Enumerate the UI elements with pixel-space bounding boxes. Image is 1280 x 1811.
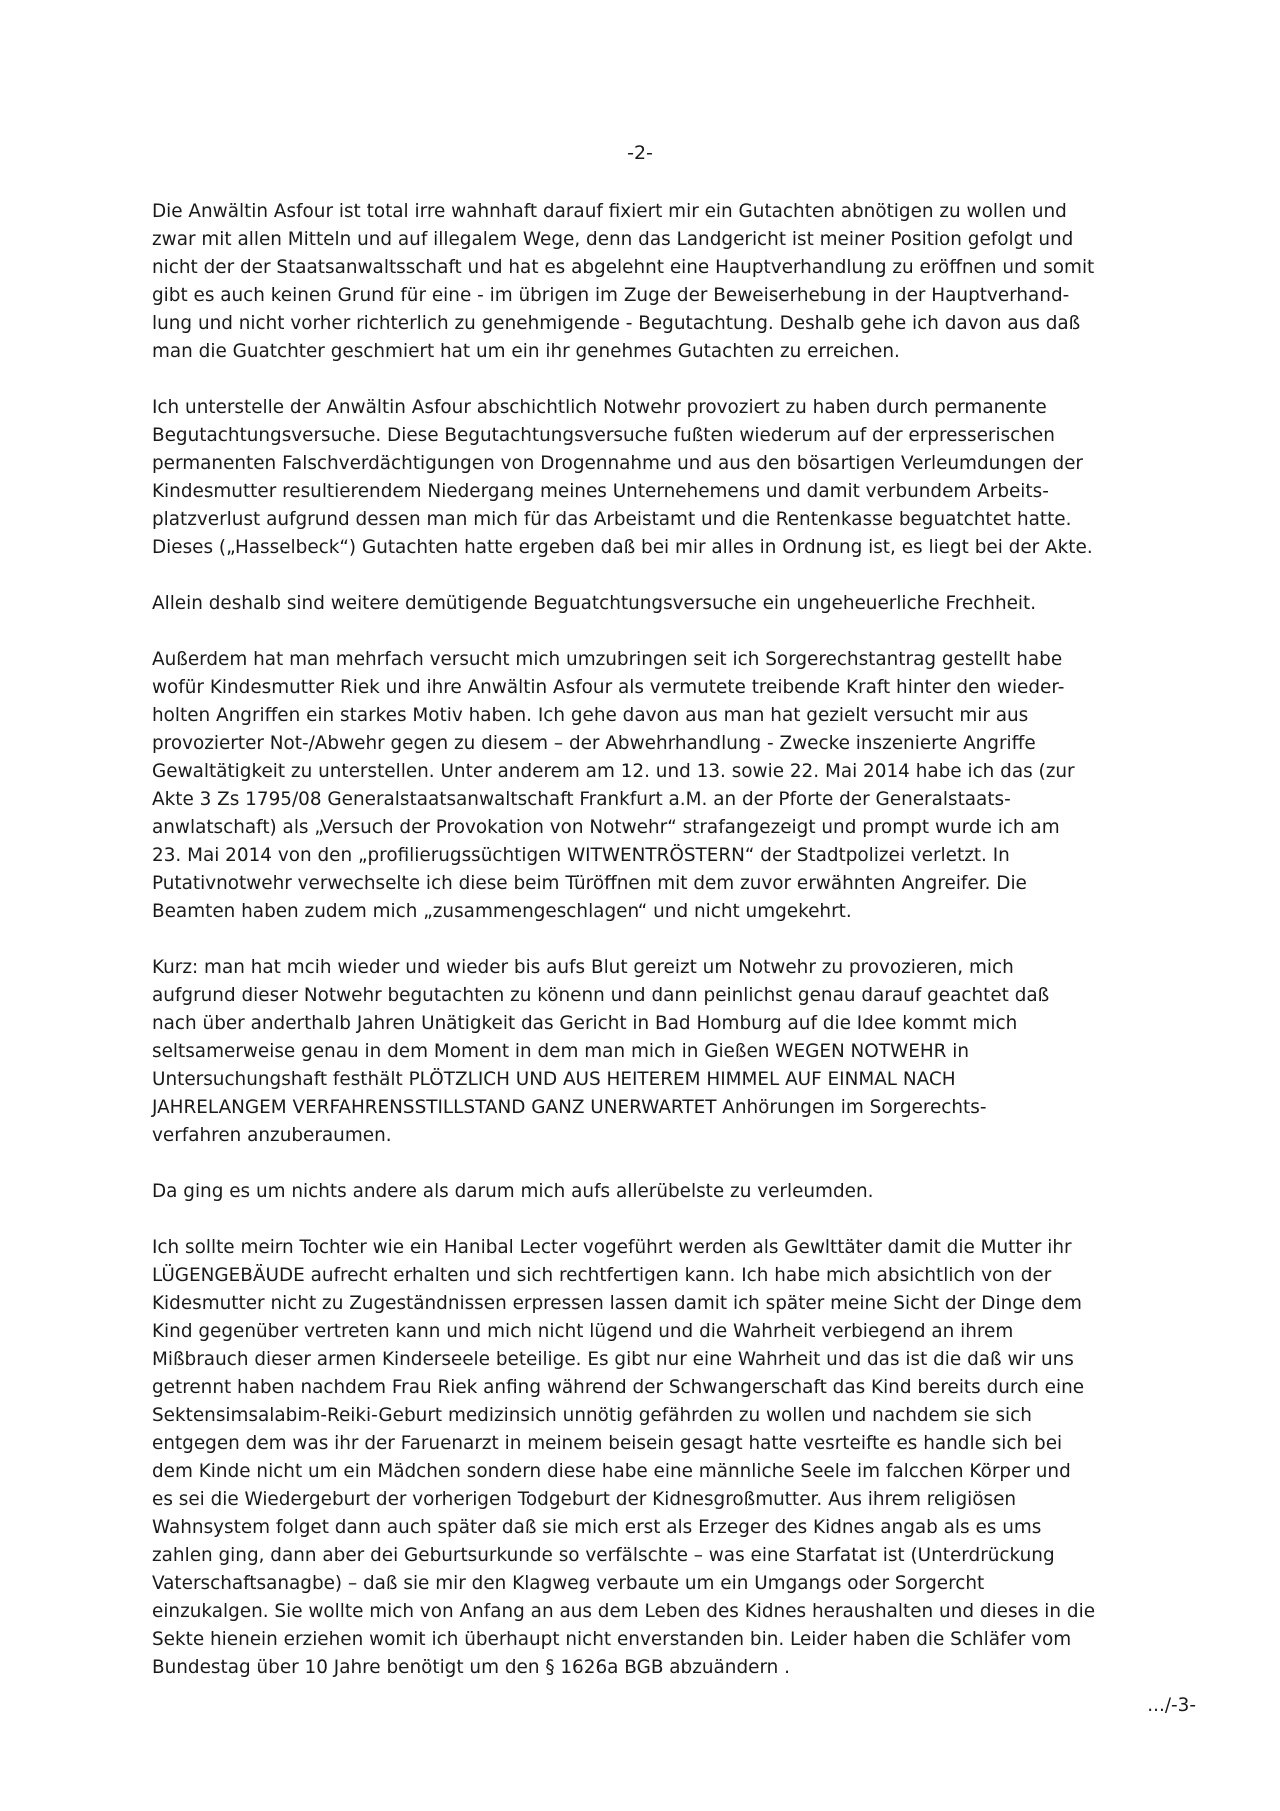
text-line: zwar mit allen Mitteln und auf illegalem Wege, denn das Landgericht ist meiner Position gefolgt und bbox=[152, 229, 1074, 250]
text-line: entgegen dem was ihr der Faruenarzt in meinem beisein gesagt hatte vesrteifte es handle sich bei bbox=[152, 1433, 1063, 1454]
text-line: lung und nicht vorher richterlich zu genehmigende - Begutachtung. Deshalb gehe ich davon aus daß bbox=[152, 313, 1081, 334]
text-line: nach über anderthalb Jahren Unätigkeit das Gericht in Bad Homburg auf die Idee kommt mich bbox=[152, 1013, 1018, 1034]
text-line: es sei die Wiedergeburt der vorherigen Todgeburt der Kidnesgroßmutter. Aus ihrem religiösen bbox=[152, 1489, 1017, 1510]
text-line: Allein deshalb sind weitere demütigende Beguatchtungsversuche ein ungeheuerliche Frechheit. bbox=[152, 593, 1037, 614]
letter-body bbox=[152, 198, 1198, 1710]
text-line: Wahnsystem folget dann auch später daß sie mich erst als Erzeger des Kidnes angab als es ums bbox=[152, 1517, 1042, 1538]
text-line: zahlen ging, dann aber dei Geburtsurkunde so verfälschte – was eine Starfatat ist (Unterdrückung bbox=[152, 1545, 1055, 1566]
text-line: Begutachtungsversuche. Diese Begutachtungsversuche fußten wiederum auf der erpresserischen bbox=[152, 425, 1055, 446]
text-line: seltsamerweise genau in dem Moment in dem man mich in Gießen WEGEN NOTWEHR in bbox=[152, 1041, 970, 1062]
text-line: Außerdem hat man mehrfach versucht mich umzubringen seit ich Sorgerechstantrag gestellt habe bbox=[152, 649, 1063, 670]
text-line: Ich sollte meirn Tochter wie ein Hanibal Lecter vogeführt werden als Gewlttäter damit die Mutter ihr bbox=[152, 1237, 1072, 1258]
text-line: LÜGENGEBÄUDE aufrecht erhalten und sich rechtfertigen kann. Ich habe mich absichtlich von der bbox=[152, 1265, 1052, 1286]
text-line: Gewaltätigkeit zu unterstellen. Unter anderem am 12. und 13. sowie 22. Mai 2014 habe ich das (zur bbox=[152, 761, 1075, 782]
text-line: Bundestag über 10 Jahre benötigt um den § 1626a BGB abzuändern . bbox=[152, 1657, 791, 1678]
text-line: 23. Mai 2014 von den „profilierugssüchtigen WITWENTRÖSTERN“ der Stadtpolizei verletzt. In bbox=[152, 845, 1010, 866]
text-line: aufgrund dieser Notwehr begutachten zu könenn und dann peinlichst genau darauf geachtet daß bbox=[152, 985, 1050, 1006]
text-line: Kurz: man hat mcih wieder und wieder bis aufs Blut gereizt um Notwehr zu provozieren, mich bbox=[152, 957, 1014, 978]
paragraph-7 bbox=[152, 1234, 1198, 1682]
text-line: Dieses („Hasselbeck“) Gutachten hatte ergeben daß bei mir alles in Ordnung ist, es liegt bei der Akte. bbox=[152, 537, 1093, 558]
text-line: JAHRELANGEM VERFAHRENSSTILLSTAND GANZ UNERWARTET Anhörungen im Sorgerechts- bbox=[152, 1097, 987, 1118]
text-line: Kind gegenüber vertreten kann und mich nicht lügend und die Wahrheit verbiegend an ihrem bbox=[152, 1321, 1014, 1342]
text-line: gibt es auch keinen Grund für eine - im übrigen im Zuge der Beweiserhebung in der Hauptverhand- bbox=[152, 285, 1070, 306]
paragraph-4 bbox=[152, 646, 1198, 926]
paragraph-1 bbox=[152, 198, 1198, 366]
text-line: verfahren anzuberaumen. bbox=[152, 1125, 392, 1146]
paragraph-6 bbox=[152, 1178, 1198, 1206]
text-line: einzukalgen. Sie wollte mich von Anfang an aus dem Leben des Kidnes heraushalten und dieses in die bbox=[152, 1601, 1096, 1622]
text-line: getrennt haben nachdem Frau Riek anfing während der Schwangerschaft das Kind bereits durch eine bbox=[152, 1377, 1085, 1398]
text-line: Sekte hienein erziehen womit ich überhaupt nicht enverstanden bin. Leider haben die Schläfer vom bbox=[152, 1629, 1072, 1650]
text-line: holten Angriffen ein starkes Motiv haben. Ich gehe davon aus man hat gezielt versucht mir aus bbox=[152, 705, 1029, 726]
text-line: provozierter Not-/Abwehr gegen zu diesem – der Abwehrhandlung - Zwecke inszenierte Angriffe bbox=[152, 733, 1036, 754]
text-line: Akte 3 Zs 1795/08 Generalstaatsanwaltschaft Frankfurt a.M. an der Pforte der Generalstaats- bbox=[152, 789, 1011, 810]
text-line: Sektensimsalabim-Reiki-Geburt medizinsich unnötig gefährden zu wollen und nachdem sie sich bbox=[152, 1405, 1032, 1426]
text-line: Kindesmutter resultierendem Niedergang meines Unternehemens und damit verbundem Arbeits- bbox=[152, 481, 1049, 502]
text-line: Vaterschaftsanagbe) – daß sie mir den Klagweg verbaute um ein Umgangs oder Sorgercht bbox=[152, 1573, 985, 1594]
text-line: man die Guatchter geschmiert hat um ein ihr genehmes Gutachten zu erreichen. bbox=[152, 341, 900, 362]
text-line: wofür Kindesmutter Riek und ihre Anwältin Asfour als vermutete treibende Kraft hinter den wieder- bbox=[152, 677, 1065, 698]
text-line: Mißbrauch dieser armen Kinderseele beteilige. Es gibt nur eine Wahrheit und das ist die daß wir uns bbox=[152, 1349, 1074, 1370]
page-number: -2- bbox=[627, 142, 653, 164]
paragraph-2 bbox=[152, 394, 1198, 562]
text-line: permanenten Falschverdächtigungen von Drogennahme und aus den bösartigen Verleumdungen der bbox=[152, 453, 1083, 474]
text-line: dem Kinde nicht um ein Mädchen sondern diese habe eine männliche Seele im falcchen Körper und bbox=[152, 1461, 1071, 1482]
text-line: Putativnotwehr verwechselte ich diese beim Türöffnen mit dem zuvor erwähnten Angreifer. Die bbox=[152, 873, 1027, 894]
text-line: Kidesmutter nicht zu Zugeständnissen erpressen lassen damit ich später meine Sicht der Dinge dem bbox=[152, 1293, 1082, 1314]
text-line: Beamten haben zudem mich „zusammengeschlagen“ und nicht umgekehrt. bbox=[152, 901, 852, 922]
text-line: Da ging es um nichts andere als darum mich aufs allerübelste zu verleumden. bbox=[152, 1181, 874, 1202]
text-line: Die Anwältin Asfour ist total irre wahnhaft darauf fixiert mir ein Gutachten abnötigen zu wollen und bbox=[152, 201, 1067, 222]
text-line: Untersuchungshaft festhält PLÖTZLICH UND AUS HEITEREM HIMMEL AUF EINMAL NACH bbox=[152, 1069, 956, 1090]
paragraph-3 bbox=[152, 590, 1198, 618]
text-line: platzverlust aufgrund dessen man mich für das Arbeistamt und die Rentenkasse beguatchtet hatte. bbox=[152, 509, 1072, 530]
text-line: Ich unterstelle der Anwältin Asfour abschichtlich Notwehr provoziert zu haben durch permanente bbox=[152, 397, 1047, 418]
text-line: nicht der der Staatsanwaltsschaft und hat es abgelehnt eine Hauptverhandlung zu eröffnen und somit bbox=[152, 257, 1095, 278]
paragraph-5 bbox=[152, 954, 1198, 1150]
continuation-marker: .../-3- bbox=[1147, 1695, 1196, 1716]
text-line: anwlatschaft) als „Versuch der Provokation von Notwehr“ strafangezeigt und prompt wurde ich am bbox=[152, 817, 1060, 838]
